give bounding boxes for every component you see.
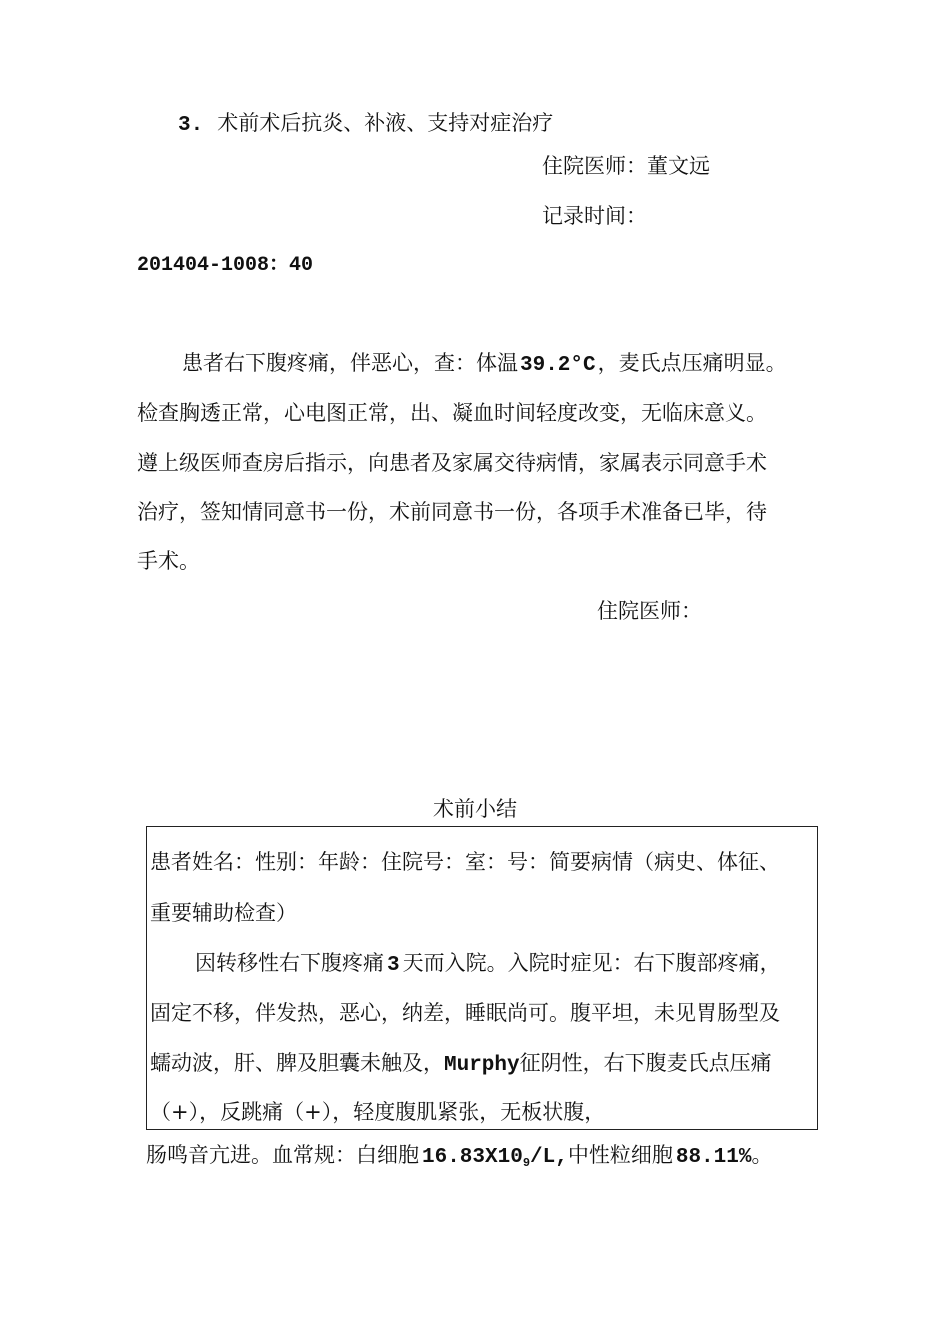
wbc-unit: /L, [530, 1146, 568, 1169]
preop-summary-title: 术前小结 [433, 797, 517, 821]
wbc-exponent: 9 [522, 1156, 531, 1170]
summary-line-6: （+），反跳痛（+），轻度腹肌紧张，无板状腹， [150, 1100, 606, 1124]
summary-text-a: 蠕动波，肝、脾及胆囊未触及， [150, 1051, 444, 1075]
note-text-a: 患者右下腹疼痛，伴恶心，查：体温 [182, 351, 518, 375]
summary-text-a: 肠鸣音亢进。血常规：白细胞 [146, 1143, 419, 1167]
summary-line-4: 固定不移，伴发热，恶心，纳差，睡眠尚可。腹平坦，未见胃肠型及 [150, 1001, 780, 1025]
summary-text-b: 中性粒细胞 [567, 1143, 673, 1167]
summary-line-3 [195, 953, 781, 976]
note-line-3: 遵上级医师查房后指示，向患者及家属交待病情，家属表示同意手术 [137, 451, 767, 475]
note-line-1 [182, 353, 787, 376]
note-signature-label: 住院医师： [597, 599, 702, 623]
note-line-5: 手术。 [137, 549, 200, 573]
body-temperature: 39.2°C [520, 354, 596, 377]
summary-line-1: 患者姓名：性别：年龄：住院号：室：号：简要病情（病史、体征、 [150, 850, 780, 874]
item-text: 术前术后抗炎、补液、支持对症治疗 [217, 111, 554, 135]
summary-line-5 [150, 1053, 772, 1076]
preop-summary-box [146, 826, 818, 1130]
record-timestamp: 201404-1008：40 [137, 254, 314, 277]
murphy-sign: Murphy [444, 1054, 520, 1077]
note-line-2: 检查胸透正常，心电图正常，出、凝血时间轻度改变，无临床意义。 [137, 401, 767, 425]
summary-line-2: 重要辅助检查） [150, 901, 297, 925]
note-text-b: ，麦氏点压痛明显。 [597, 351, 787, 375]
summary-text-b: 天而入院。入院时症见：右下腹部疼痛， [402, 951, 781, 975]
symptom-days: 3 [387, 954, 400, 977]
neutrophil-percent: 88.11% [675, 1146, 752, 1169]
treatment-item-3 [178, 113, 553, 136]
record-time-label: 记录时间： [542, 204, 647, 228]
resident-doctor-signature: 住院医师：董文远 [542, 154, 710, 178]
note-line-4: 治疗，签知情同意书一份，术前同意书一份，各项手术准备已毕，待 [137, 500, 767, 524]
wbc-value: 16.83X10 [422, 1146, 523, 1169]
summary-text-a: 因转移性右下腹疼痛 [195, 951, 384, 975]
item-number: 3. [178, 114, 204, 137]
summary-text-c: 。 [751, 1143, 773, 1167]
summary-text-b: 征阴性，右下腹麦氏点压痛 [519, 1051, 772, 1075]
summary-line-7 [146, 1145, 772, 1169]
